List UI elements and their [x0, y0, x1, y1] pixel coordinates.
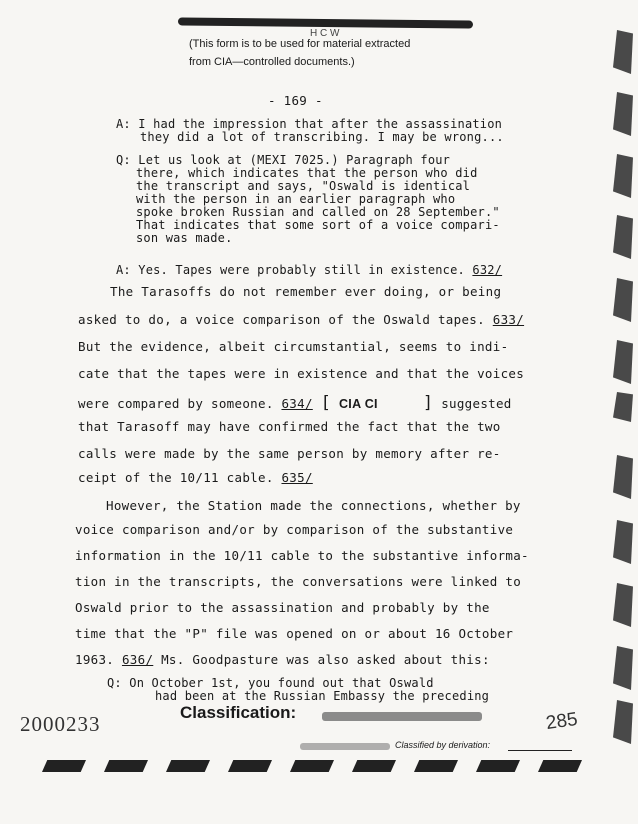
question-1-line3: the transcript and says, "Oswald is identical: [136, 179, 471, 193]
answer-2-text: A: Yes. Tapes were probably still in existence.: [116, 263, 465, 277]
bracket-open: [: [320, 393, 332, 413]
classification-label: Classification:: [180, 703, 297, 722]
footnote-633: 633/: [492, 312, 525, 327]
question-2-line2: had been at the Russian Embassy the preceding: [155, 689, 490, 703]
body-line-5-text: were compared by someone.: [78, 396, 274, 411]
bracket-close: ]: [422, 393, 434, 413]
margin-mark: [613, 455, 633, 499]
footnote-636: 636/: [121, 652, 154, 667]
body-line-11: information in the 10/11 cable to the substantive informa-: [75, 548, 529, 563]
margin-mark: [613, 92, 633, 136]
classified-redaction: [300, 743, 390, 750]
border-stripe: [414, 760, 458, 772]
border-stripe: [42, 760, 86, 772]
body-line-10: voice comparison and/or by comparison of the substantive: [75, 522, 514, 537]
body-line-7: calls were made by the same person by memory after re-: [78, 446, 501, 461]
body-line-14: time that the "P" file was opened on or about 16 October: [75, 626, 514, 641]
border-stripe: [104, 760, 148, 772]
margin-mark: [613, 646, 633, 690]
margin-mark: [613, 30, 633, 74]
border-stripe: [290, 760, 334, 772]
question-2-line1: Q: On October 1st, you found out that Oswald: [107, 676, 434, 690]
body-line-2: [78, 312, 524, 327]
margin-mark: [613, 700, 633, 744]
question-1-line6: That indicates that some sort of a voice compari-: [136, 218, 500, 232]
body-line-8: [78, 470, 313, 485]
border-stripe: [538, 760, 582, 772]
body-line-3: But the evidence, albeit circumstantial, seems to indi-: [78, 339, 509, 354]
margin-mark: [613, 520, 633, 564]
body-line-9: However, the Station made the connections, whether by: [106, 498, 521, 513]
body-line-12: tion in the transcripts, the conversations were linked to: [75, 574, 522, 589]
body-line-8-text: ceipt of the 10/11 cable.: [78, 470, 274, 485]
form-note-line1: (This form is to be used for material extracted: [189, 38, 411, 50]
redacted-agency: CIA CI: [338, 397, 378, 411]
question-1-line1: Q: Let us look at (MEXI 7025.) Paragraph four: [116, 153, 451, 167]
margin-mark: [613, 278, 633, 322]
footnote-634: 634/: [281, 396, 313, 411]
classified-by-label: Classified by derivation:: [395, 740, 491, 750]
margin-mark: [613, 583, 633, 627]
body-line-2-text: asked to do, a voice comparison of the Oswald tapes.: [78, 312, 485, 327]
classification-redaction: [322, 712, 482, 721]
border-stripe: [166, 760, 210, 772]
body-line-15-after: Ms. Goodpasture was also asked about this:: [161, 652, 490, 667]
body-line-5-after: suggested: [441, 396, 512, 411]
footnote-632: 632/: [472, 263, 503, 277]
header-redaction-bar: [178, 17, 473, 28]
body-line-15: [75, 652, 490, 667]
body-line-4: cate that the tapes were in existence and that the voices: [78, 366, 525, 381]
margin-mark: [613, 215, 633, 259]
question-1-line7: son was made.: [136, 231, 233, 245]
body-line-15-text: 1963.: [75, 652, 115, 667]
body-line-1: The Tarasoffs do not remember ever doing, or being: [110, 284, 502, 299]
document-number: 2000233: [20, 712, 101, 736]
form-note-line2: from CIA—controlled documents.): [189, 56, 355, 68]
body-line-6: that Tarasoff may have confirmed the fact that the two: [78, 419, 501, 434]
answer-1-line1: A: I had the impression that after the assassination: [116, 117, 503, 131]
body-line-5: [78, 393, 512, 413]
answer-1-line2: they did a lot of transcribing. I may be wrong...: [140, 130, 504, 144]
border-stripe: [352, 760, 396, 772]
question-1-line4: with the person in an earlier paragraph who: [136, 192, 456, 206]
answer-2: [116, 264, 502, 277]
question-1-line5: spoke broken Russian and called on 28 September.": [136, 205, 500, 219]
page-number: - 169 -: [268, 93, 323, 108]
margin-mark: [613, 154, 633, 198]
border-stripe: [476, 760, 520, 772]
border-stripe: [228, 760, 272, 772]
footnote-635: 635/: [281, 470, 313, 485]
margin-mark: [613, 392, 633, 422]
question-1-line2: there, which indicates that the person who did: [136, 166, 478, 180]
classified-by-line: [508, 750, 572, 751]
margin-mark: [613, 340, 633, 384]
page-stamp: 285: [544, 708, 579, 735]
body-line-13: Oswald prior to the assassination and probably by the: [75, 600, 490, 615]
header-scrawl: H C W: [310, 28, 340, 39]
